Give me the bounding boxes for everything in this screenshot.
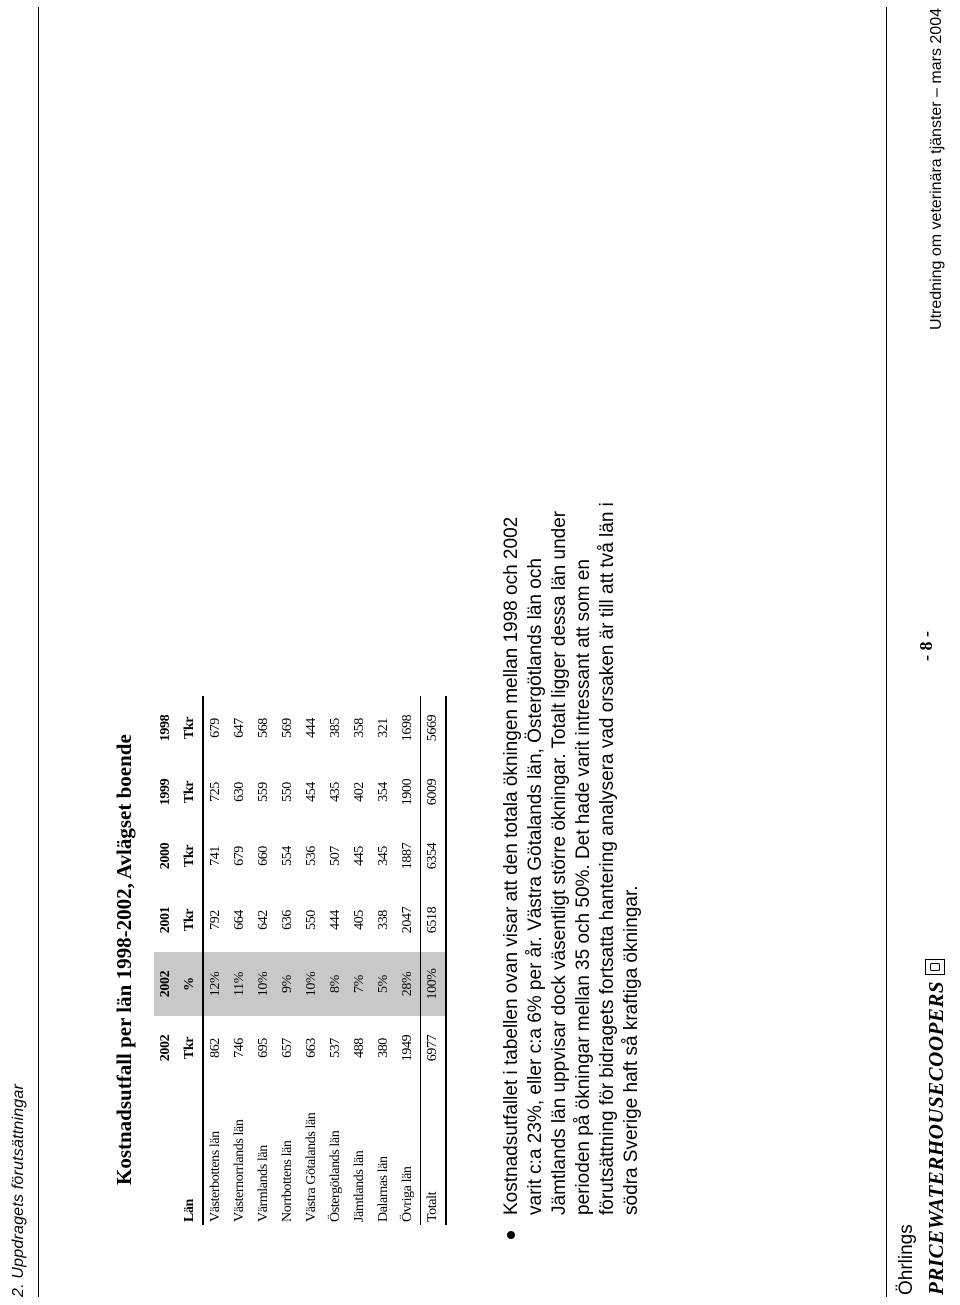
total-cell: 100%: [421, 952, 447, 1016]
cell: 1900: [400, 778, 415, 806]
cell: 12%: [203, 952, 228, 1016]
table-row: [276, 696, 300, 1225]
cell: 454: [304, 782, 319, 802]
row-lan: Västra Götalands län: [304, 1112, 319, 1222]
cell: 5%: [372, 952, 396, 1016]
row-lan: Jämtlands län: [352, 1150, 367, 1222]
cell: 664: [232, 910, 247, 930]
total-cell: 6977: [425, 1034, 440, 1062]
cell: 1949: [400, 1034, 415, 1062]
cell: 536: [304, 846, 319, 866]
cell: 792: [208, 910, 223, 930]
cell: 663: [304, 1038, 319, 1058]
col-year: 2002: [158, 1034, 173, 1062]
cell: 402: [352, 782, 367, 802]
col-unit: Tkr: [182, 1036, 197, 1060]
table-row: [252, 696, 276, 1225]
cell: 507: [328, 846, 343, 866]
document-title: Utredning om veterinära tjänster – mars 2004: [928, 8, 945, 330]
col-year: 2001: [158, 906, 173, 934]
col-unit: Tkr: [182, 716, 197, 740]
cell: 660: [256, 846, 271, 866]
cell: 568: [256, 718, 271, 738]
cell: 345: [376, 846, 391, 866]
col-unit: Tkr: [182, 844, 197, 868]
cell: 537: [328, 1038, 343, 1058]
pwc-logo-icon: [925, 959, 945, 975]
cell: 321: [376, 718, 391, 738]
cell: 741: [208, 846, 223, 866]
cell: 550: [280, 782, 295, 802]
cell: 385: [328, 718, 343, 738]
table-header-units: [178, 696, 203, 1225]
cell: 380: [376, 1038, 391, 1058]
row-lan: Västerbottens län: [208, 1131, 223, 1222]
brand-ohrlings: Öhrlings: [896, 1224, 917, 1295]
table-row: [300, 696, 324, 1225]
cell: 862: [208, 1038, 223, 1058]
cell: 435: [328, 782, 343, 802]
col-unit: Tkr: [182, 780, 197, 804]
row-lan: Dalarnas län: [376, 1156, 391, 1222]
cell: 10%: [300, 952, 324, 1016]
col-unit: %: [178, 952, 203, 1016]
cell: 1698: [400, 714, 415, 742]
footer-rule: [886, 7, 887, 1297]
cell: 444: [304, 718, 319, 738]
cell: 554: [280, 846, 295, 866]
row-lan: Västernorrlands län: [232, 1119, 247, 1222]
cell: 7%: [348, 952, 372, 1016]
table-total-row: [421, 696, 447, 1225]
cell: 679: [208, 718, 223, 738]
total-label: Totalt: [425, 1191, 440, 1222]
cell: 647: [232, 718, 247, 738]
cell: 725: [208, 782, 223, 802]
col-year: 1998: [158, 714, 173, 742]
total-cell: 5669: [425, 714, 440, 742]
cell: 338: [376, 910, 391, 930]
cell: 569: [280, 718, 295, 738]
header-rule: [38, 7, 39, 1297]
cell: 358: [352, 718, 367, 738]
row-lan: Norrbottens län: [280, 1140, 295, 1222]
brand-pwc-text: PRICEWATERHOUSECOOPERS: [924, 980, 948, 1295]
cell: 2047: [400, 906, 415, 934]
body-text: Kostnadsutfallet i tabellen ovan visar att den totala ökningen mellan 1998 och 2002 varit c:a 23%, eller c:a 6% per år. Västra Götalands län, Östergötlands län och Jämtlands län uppvisar dock väsentligt större ökningar. Totalt ligger dessa län under perioden på ökningar mellan 35 och 50%. Det hade varit intressant att som en förutsättning för bidragets fortsatta hantering analysera vad orsaken är till att två län i södra Sverige haft så kraftiga ökningar.: [501, 502, 642, 1215]
table-row: [203, 696, 228, 1225]
table-row: [372, 696, 396, 1225]
cell: 9%: [276, 952, 300, 1016]
cell: 657: [280, 1038, 295, 1058]
cell: 445: [352, 846, 367, 866]
cell: 1887: [400, 842, 415, 870]
row-lan: Övriga län: [400, 1166, 415, 1222]
table-header-years: [154, 696, 178, 1225]
cell: 354: [376, 782, 391, 802]
table-row: [228, 696, 252, 1225]
cell: 550: [304, 910, 319, 930]
cell: 630: [232, 782, 247, 802]
table-row: [396, 696, 421, 1225]
cell: 405: [352, 910, 367, 930]
cell: 8%: [324, 952, 348, 1016]
bullet-icon: [507, 1231, 515, 1239]
cost-table: [154, 696, 447, 1225]
cell: 444: [328, 910, 343, 930]
cell: 11%: [228, 952, 252, 1016]
brand-pwc: [924, 959, 949, 1295]
cell: 642: [256, 910, 271, 930]
col-year: 2000: [158, 842, 173, 870]
cell: 695: [256, 1038, 271, 1058]
page-number: - 8 -: [916, 631, 936, 661]
cell: 28%: [396, 952, 421, 1016]
total-cell: 6354: [425, 842, 440, 870]
cell: 636: [280, 910, 295, 930]
col-year: 2002: [154, 952, 178, 1016]
cell: 488: [352, 1038, 367, 1058]
table-title: Kostnadsutfall per län 1998-2002, Avlägset boende: [112, 734, 136, 1185]
cell: 679: [232, 846, 247, 866]
col-year: 1999: [158, 778, 173, 806]
row-lan: Östergötlands län: [328, 1130, 343, 1222]
row-lan: Värmlands län: [256, 1145, 271, 1222]
col-lan-header: Län: [182, 1199, 197, 1222]
total-cell: 6518: [425, 906, 440, 934]
table-row: [324, 696, 348, 1225]
col-unit: Tkr: [182, 908, 197, 932]
cell: 10%: [252, 952, 276, 1016]
section-label: 2. Uppdragets förutsättningar: [10, 1083, 27, 1297]
cell: 746: [232, 1038, 247, 1058]
cell: 559: [256, 782, 271, 802]
total-cell: 6009: [425, 778, 440, 806]
table-row: [348, 696, 372, 1225]
